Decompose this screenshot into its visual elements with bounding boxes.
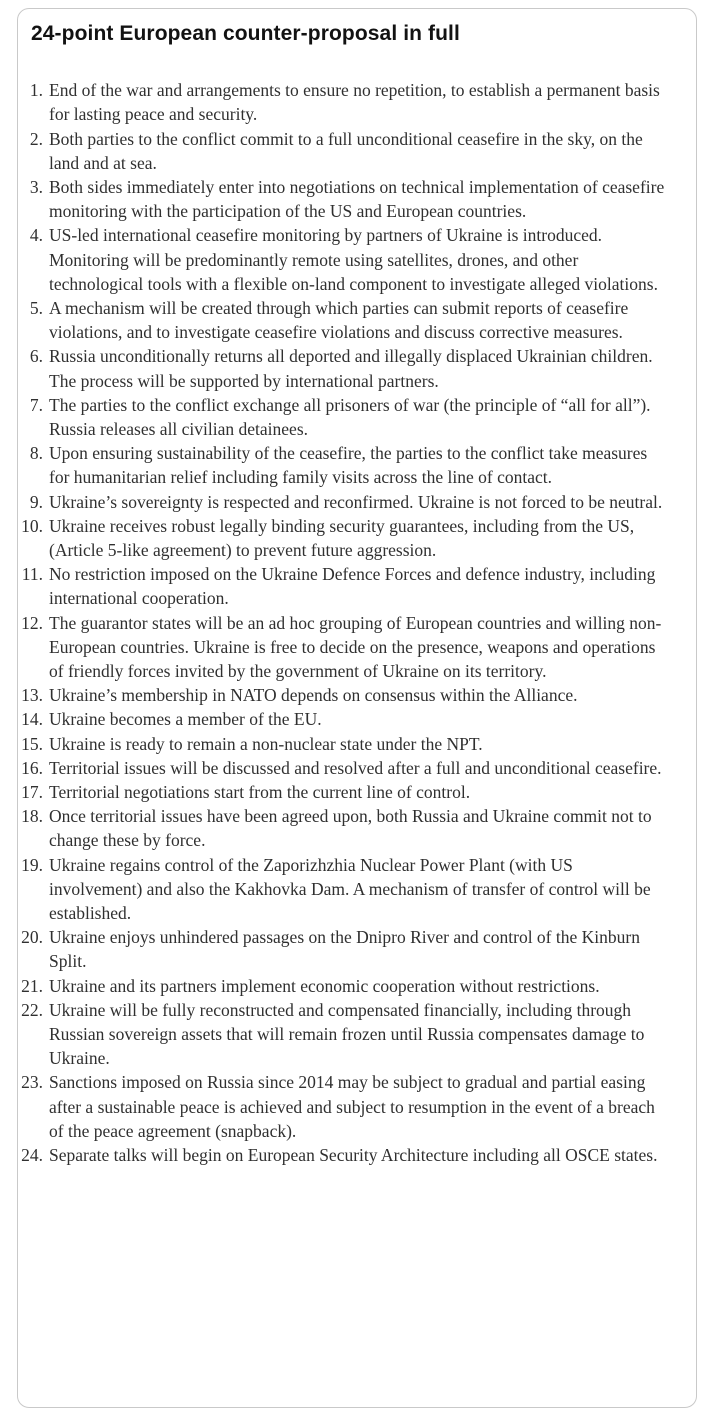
- list-item-number: 20.: [21, 927, 43, 948]
- proposal-card: [17, 8, 697, 1408]
- list-item: [21, 611, 665, 684]
- list-item-number: 3.: [29, 176, 43, 197]
- list-item-text: Separate talks will begin on European Security Architecture including all OSCE states.: [49, 1145, 658, 1166]
- list-item-text: Ukraine will be fully reconstructed and compensated financially, including through Russian sovereign assets that will remain frozen until Russia compensates damage to Ukraine.: [49, 999, 645, 1069]
- list-item-number: 16.: [21, 757, 43, 778]
- list-item-number: 18.: [21, 806, 43, 827]
- list-item: [21, 1143, 665, 1167]
- list-item-text: Ukraine’s membership in NATO depends on consensus within the Alliance.: [49, 685, 578, 706]
- list-item: [31, 490, 665, 514]
- list-item-text: Both sides immediately enter into negotiations on technical implementation of ceasefire monitoring with the participation of the US and European countries.: [49, 176, 665, 222]
- list-item-number: 15.: [21, 733, 43, 754]
- list-item: [21, 514, 665, 562]
- list-item-text: Ukraine becomes a member of the EU.: [49, 709, 322, 730]
- list-item: [21, 562, 665, 610]
- list-item-text: Ukraine and its partners implement economic cooperation without restrictions.: [49, 975, 600, 996]
- list-item-text: Russia unconditionally returns all deported and illegally displaced Ukrainian children. The process will be supported by international partners.: [49, 346, 653, 391]
- card-title: 24-point European counter-proposal in full: [31, 22, 460, 45]
- list-item-number: 22.: [21, 999, 43, 1020]
- list-item-number: 21.: [21, 975, 43, 996]
- list-item-text: No restriction imposed on the Ukraine Defence Forces and defence industry, including international cooperation.: [49, 564, 656, 609]
- list-item: [31, 127, 665, 175]
- list-item: [31, 223, 665, 296]
- list-item: [31, 393, 665, 441]
- list-item-number: 10.: [21, 515, 43, 536]
- list-item: [31, 344, 665, 392]
- list-item-text: Ukraine enjoys unhindered passages on the Dnipro River and control of the Kinburn Split.: [49, 927, 640, 972]
- list-item-number: 14.: [21, 709, 43, 730]
- list-item: [21, 756, 665, 780]
- list-item-text: End of the war and arrangements to ensure no repetition, to establish a permanent basis for lasting peace and security.: [49, 80, 660, 125]
- list-item-text: Sanctions imposed on Russia since 2014 may be subject to gradual and partial easing after a sustainable peace is achieved and subject to resumption in the event of a breach of the peace agreement (snapback).: [49, 1072, 655, 1141]
- list-item-number: 11.: [21, 564, 43, 585]
- list-item-text: Territorial issues will be discussed and resolved after a full and unconditional ceasefire.: [49, 757, 662, 778]
- list-item-number: 4.: [29, 225, 43, 246]
- list-item-text: Ukraine regains control of the Zaporizhzhia Nuclear Power Plant (with US involvement) and also the Kakhovka Dam. A mechanism of transfer of control will be established.: [49, 854, 651, 924]
- list-item: [21, 707, 665, 731]
- list-item-number: 23.: [21, 1072, 43, 1093]
- list-item-text: The parties to the conflict exchange all prisoners of war (the principle of “all for all”). Russia releases all civilian detainees.: [49, 394, 651, 439]
- proposal-list: [21, 78, 665, 1167]
- list-item: [21, 925, 665, 973]
- list-item-number: 2.: [29, 128, 43, 149]
- list-item-number: 9.: [29, 491, 43, 512]
- list-item: [21, 780, 665, 804]
- list-item-number: 12.: [21, 612, 43, 633]
- list-item-number: 8.: [29, 443, 43, 464]
- list-item-number: 24.: [21, 1145, 43, 1166]
- list-item: [21, 853, 665, 926]
- list-item-text: A mechanism will be created through which parties can submit reports of ceasefire violations, and to investigate ceasefire violations and discuss corrective measures.: [49, 297, 629, 343]
- list-item-text: Territorial negotiations start from the current line of control.: [49, 782, 471, 803]
- list-item-text: Once territorial issues have been agreed upon, both Russia and Ukraine commit not to change these by force.: [49, 806, 652, 851]
- list-item-number: 5.: [29, 297, 43, 318]
- list-item: [21, 974, 665, 998]
- list-item: [31, 175, 665, 223]
- list-item-number: 17.: [21, 782, 43, 803]
- list-item-text: Upon ensuring sustainability of the ceasefire, the parties to the conflict take measures for humanitarian relief including family visits across the line of contact.: [49, 443, 648, 488]
- list-item-text: The guarantor states will be an ad hoc grouping of European countries and willing non-European countries. Ukraine is free to decide on the presence, weapons and operations of friendly forces invited by the government of Ukraine on its territory.: [49, 612, 662, 682]
- list-item-number: 7.: [29, 394, 43, 415]
- list-item: [21, 804, 665, 852]
- list-item: [21, 683, 665, 707]
- list-item-number: 13.: [21, 685, 43, 706]
- list-item-number: 6.: [29, 346, 43, 367]
- list-item: [21, 1070, 665, 1143]
- list-item: [31, 441, 665, 489]
- list-item: [21, 732, 665, 756]
- list-item-text: Ukraine’s sovereignty is respected and reconfirmed. Ukraine is not forced to be neutral.: [49, 491, 663, 512]
- list-item: [21, 998, 665, 1071]
- list-item: [31, 296, 665, 344]
- list-item: [31, 78, 665, 126]
- list-item-text: Both parties to the conflict commit to a full unconditional ceasefire in the sky, on the land and at sea.: [49, 128, 643, 173]
- list-item-number: 1.: [29, 80, 43, 101]
- list-item-text: US-led international ceasefire monitoring by partners of Ukraine is introduced. Monitoring will be predominantly remote using satellites, drones, and other technological tools with a flexible on-land component to investigate alleged violations.: [49, 225, 658, 294]
- list-item-text: Ukraine is ready to remain a non-nuclear state under the NPT.: [49, 733, 483, 754]
- list-item-number: 19.: [21, 854, 43, 875]
- list-item-text: Ukraine receives robust legally binding security guarantees, including from the US, (Article 5-like agreement) to prevent future aggression.: [49, 515, 635, 560]
